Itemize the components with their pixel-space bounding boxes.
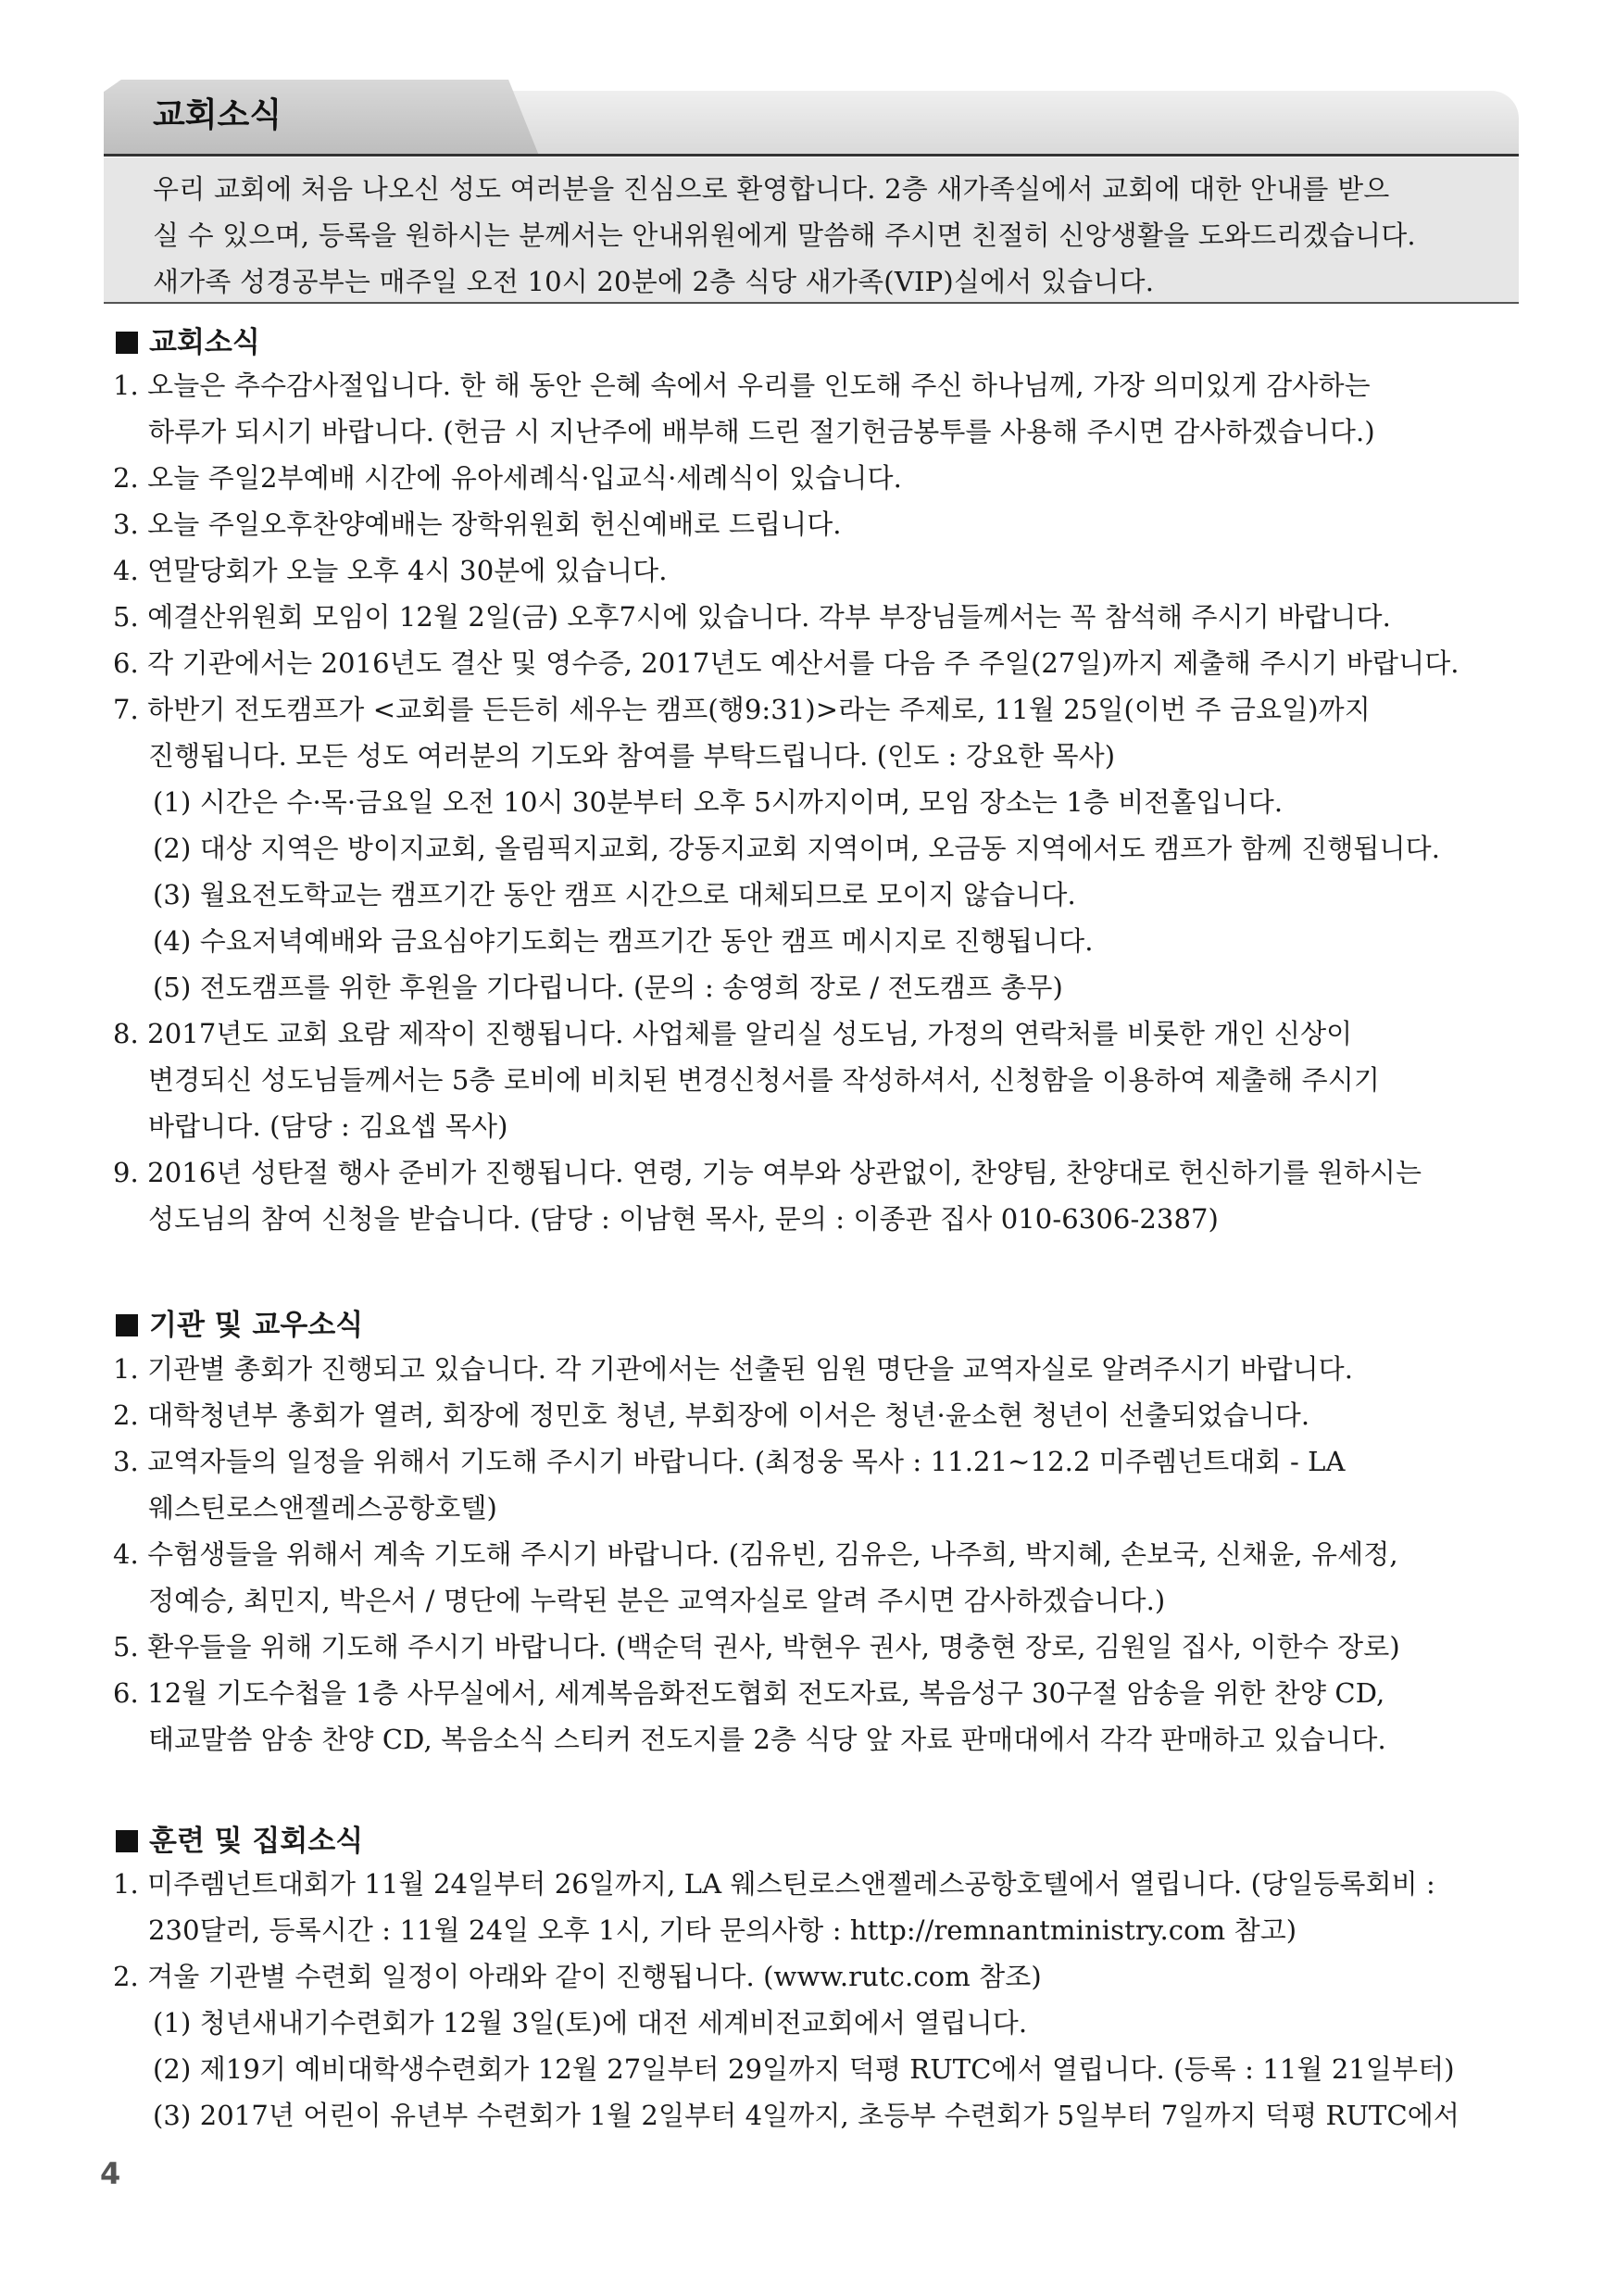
- notice-item-continued: 하루가 되시기 바랍니다. (헌금 시 지난주에 배부해 드린 절기헌금봉투를 사용해 주시면 감사하겠습니다.): [148, 416, 1375, 447]
- section-heading-label: 훈련 및 집회소식: [149, 1825, 364, 1858]
- notice-item: 7. 하반기 전도캠프가 <교회를 든든히 세우는 캠프(행9:31)>라는 주제로, 11월 25일(이번 주 금요일)까지: [113, 694, 1371, 725]
- notice-subitem: (4) 수요저녁예배와 금요심야기도회는 캠프기간 동안 캠프 메시지로 진행됩니다.: [153, 925, 1094, 957]
- notice-item-continued: 웨스틴로스앤젤레스공항호텔): [148, 1492, 497, 1524]
- notice-item: 5. 환우들을 위해 기도해 주시기 바랍니다. (백순덕 권사, 박현우 권사, 명충현 장로, 김원일 집사, 이한수 장로): [113, 1631, 1400, 1662]
- notice-item: 2. 겨울 기관별 수련회 일정이 아래와 같이 진행됩니다. (www.rutc.com 참조): [113, 1961, 1042, 1992]
- notice-item-continued: 태교말씀 암송 찬양 CD, 복음소식 스티커 전도지를 2층 식당 앞 자료 판매대에서 각각 판매하고 있습니다.: [148, 1724, 1386, 1755]
- square-bullet-icon: [116, 1314, 138, 1336]
- notice-item-continued: 정예승, 최민지, 박은서 / 명단에 누락된 분은 교역자실로 알려 주시면 감사하겠습니다.): [148, 1585, 1166, 1616]
- section-heading-label: 기관 및 교우소식: [149, 1309, 364, 1342]
- square-bullet-icon: [116, 1830, 138, 1852]
- notice-item: 4. 수험생들을 위해서 계속 기도해 주시기 바랍니다. (김유빈, 김유은, 나주희, 박지혜, 손보국, 신채윤, 유세정,: [113, 1538, 1398, 1570]
- notice-subitem: (3) 2017년 어린이 유년부 수련회가 1월 2일부터 4일까지, 초등부 수련회가 5일부터 7일까지 덕평 RUTC에서: [153, 2100, 1459, 2131]
- notice-item: 6. 각 기관에서는 2016년도 결산 및 영수증, 2017년도 예산서를 다음 주 주일(27일)까지 제출해 주시기 바랍니다.: [113, 647, 1459, 679]
- header-rule: [104, 154, 1519, 157]
- notice-item: 9. 2016년 성탄절 행사 준비가 진행됩니다. 연령, 기능 여부와 상관없이, 찬양팀, 찬양대로 헌신하기를 원하시는: [113, 1157, 1422, 1188]
- welcome-line: 실 수 있으며, 등록을 원하시는 분께서는 안내위원에게 말씀해 주시면 친절히 신앙생활을 도와드리겠습니다.: [153, 220, 1416, 251]
- notice-item: 1. 미주렘넌트대회가 11월 24일부터 26일까지, LA 웨스틴로스앤젤레스공항호텔에서 열립니다. (당일등록회비 :: [113, 1868, 1435, 1900]
- notice-item-continued: 성도님의 참여 신청을 받습니다. (담당 : 이남현 목사, 문의 : 이종관 집사 010-6306-2387): [148, 1203, 1219, 1235]
- section-heading-org-member-news: [116, 1301, 363, 1343]
- notice-subitem: (2) 제19기 예비대학생수련회가 12월 27일부터 29일까지 덕평 RUTC에서 열립니다. (등록 : 11월 21일부터): [153, 2053, 1455, 2085]
- page-number: 4: [100, 2156, 121, 2191]
- notice-subitem: (2) 대상 지역은 방이지교회, 올림픽지교회, 강동지교회 지역이며, 오금동 지역에서도 캠프가 함께 진행됩니다.: [153, 833, 1441, 864]
- notice-item: 4. 연말당회가 오늘 오후 4시 30분에 있습니다.: [113, 555, 668, 586]
- notice-item-continued: 진행됩니다. 모든 성도 여러분의 기도와 참여를 부탁드립니다. (인도 : 강요한 목사): [148, 740, 1116, 772]
- notice-item: 2. 대학청년부 총회가 열려, 회장에 정민호 청년, 부회장에 이서은 청년·윤소현 청년이 선출되었습니다.: [113, 1399, 1310, 1431]
- notice-subitem: (1) 시간은 수·목·금요일 오전 10시 30분부터 오후 5시까지이며, 모임 장소는 1층 비전홀입니다.: [153, 786, 1284, 818]
- notice-item-continued: 바랍니다. (담당 : 김요셉 목사): [148, 1110, 508, 1142]
- page-title: 교회소식: [153, 96, 282, 134]
- notice-subitem: (3) 월요전도학교는 캠프기간 동안 캠프 시간으로 대체되므로 모이지 않습니다.: [153, 879, 1076, 910]
- notice-item: 5. 예결산위원회 모임이 12월 2일(금) 오후7시에 있습니다. 각부 부장님들께서는 꼭 참석해 주시기 바랍니다.: [113, 601, 1391, 633]
- notice-item: 2. 오늘 주일2부예배 시간에 유아세례식·입교식·세례식이 있습니다.: [113, 462, 902, 494]
- section-heading-church-news: [116, 319, 260, 360]
- notice-item-continued: 변경되신 성도님들께서는 5층 로비에 비치된 변경신청서를 작성하셔서, 신청함을 이용하여 제출해 주시기: [148, 1064, 1380, 1096]
- notice-item: 3. 교역자들의 일정을 위해서 기도해 주시기 바랍니다. (최정웅 목사 : 11.21~12.2 미주렘넌트대회 - LA: [113, 1446, 1346, 1477]
- notice-item: 6. 12월 기도수첩을 1층 사무실에서, 세계복음화전도협회 전도자료, 복음성구 30구절 암송을 위한 찬양 CD,: [113, 1677, 1385, 1709]
- notice-item: 1. 오늘은 추수감사절입니다. 한 해 동안 은혜 속에서 우리를 인도해 주신 하나님께, 가장 의미있게 감사하는: [113, 370, 1371, 401]
- section-heading-training-events: [116, 1817, 363, 1859]
- notice-subitem: (5) 전도캠프를 위한 후원을 기다립니다. (문의 : 송영희 장로 / 전도캠프 총무): [153, 972, 1063, 1003]
- square-bullet-icon: [116, 332, 138, 354]
- welcome-line: 우리 교회에 처음 나오신 성도 여러분을 진심으로 환영합니다. 2층 새가족실에서 교회에 대한 안내를 받으: [153, 173, 1390, 205]
- notice-item-continued: 230달러, 등록시간 : 11월 24일 오후 1시, 기타 문의사항 : http://remnantministry.com 참고): [148, 1914, 1297, 1946]
- notice-subitem: (1) 청년새내기수련회가 12월 3일(토)에 대전 세계비전교회에서 열립니다.: [153, 2007, 1028, 2039]
- welcome-line: 새가족 성경공부는 매주일 오전 10시 20분에 2층 식당 새가족(VIP)실에서 있습니다.: [153, 266, 1155, 297]
- section-heading-label: 교회소식: [149, 326, 260, 359]
- notice-item: 8. 2017년도 교회 요람 제작이 진행됩니다. 사업체를 알리실 성도님, 가정의 연락처를 비롯한 개인 신상이: [113, 1018, 1353, 1049]
- notice-item: 1. 기관별 총회가 진행되고 있습니다. 각 기관에서는 선출된 임원 명단을 교역자실로 알려주시기 바랍니다.: [113, 1353, 1354, 1385]
- notice-item: 3. 오늘 주일오후찬양예배는 장학위원회 헌신예배로 드립니다.: [113, 508, 842, 540]
